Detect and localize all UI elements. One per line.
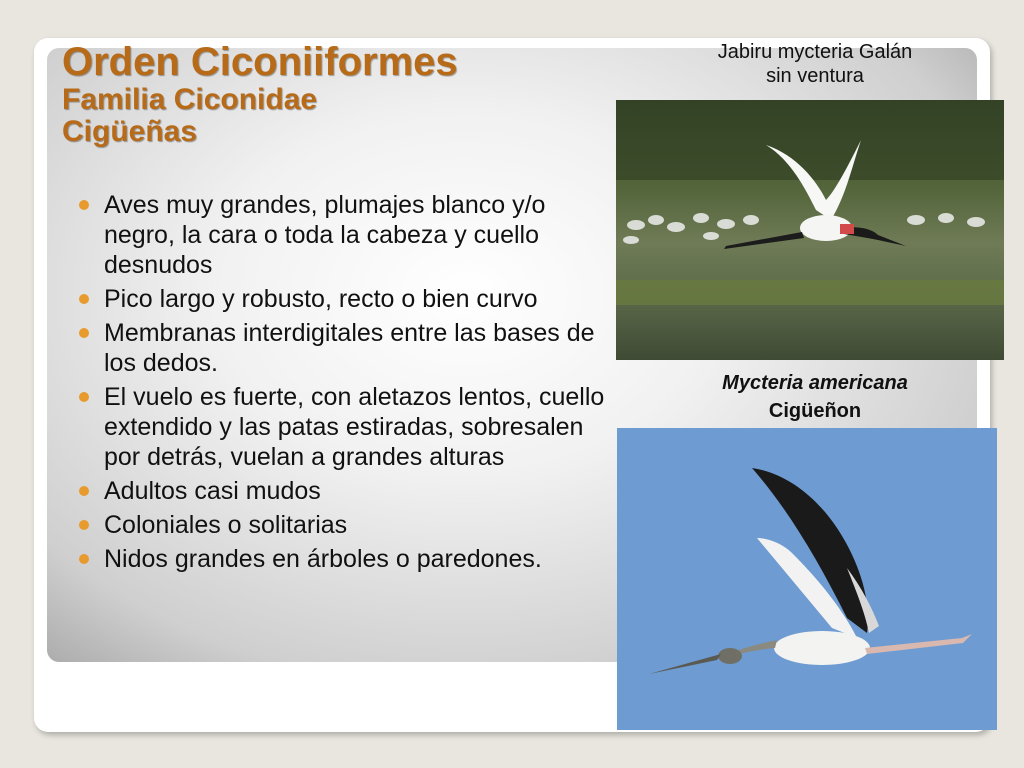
bullet-text: Membranas interdigitales entre las bases de los dedos.: [104, 319, 595, 377]
bullet-text: El vuelo es fuerte, con aletazos lentos, cuello extendido y las patas estiradas, sobresalen por detrás, vuelan a grandes alturas: [104, 383, 605, 471]
bullet-item: [76, 510, 606, 540]
bullet-dot-icon: [79, 328, 89, 338]
bullet-item: [76, 190, 606, 280]
caption-bottom-common: Cigüeñon: [768, 400, 862, 422]
wood-stork-photo: [617, 428, 997, 730]
caption-top-line1: Jabiru mycteria Galán: [717, 41, 913, 63]
bullet-item: [76, 544, 606, 574]
bullet-dot-icon: [79, 520, 89, 530]
bullet-dot-icon: [79, 486, 89, 496]
slide-subtitle-family: Familia Ciconidae: [62, 83, 318, 116]
slide-subtitle-common: Cigüeñas: [62, 115, 198, 148]
bullet-dot-icon: [79, 294, 89, 304]
jabiru-photo: [616, 100, 1004, 360]
bullet-text: Coloniales o solitarias: [104, 511, 348, 539]
bullet-item: [76, 318, 606, 378]
caption-top: [650, 40, 980, 88]
bullet-text: Aves muy grandes, plumajes blanco y/o negro, la cara o toda la cabeza y cuello desnudos: [104, 191, 546, 279]
bullet-dot-icon: [79, 392, 89, 402]
bullet-item: [76, 382, 606, 472]
bullet-text: Nidos grandes en árboles o paredones.: [104, 545, 542, 573]
bullet-dot-icon: [79, 200, 89, 210]
bullet-text: Pico largo y robusto, recto o bien curvo: [104, 285, 538, 313]
caption-top-line2: sin ventura: [766, 65, 864, 87]
title-block: [62, 40, 458, 148]
bullet-dot-icon: [79, 554, 89, 564]
bullet-item: [76, 284, 606, 314]
bullet-text: Adultos casi mudos: [104, 477, 321, 505]
slide-title: Orden Ciconiiformes: [62, 40, 458, 84]
jabiru-photo-image: [616, 100, 1004, 360]
wood-stork-photo-image: [617, 428, 997, 730]
bullet-list: [76, 190, 606, 578]
caption-bottom-species: Mycteria americana: [722, 372, 908, 394]
bullet-item: [76, 476, 606, 506]
